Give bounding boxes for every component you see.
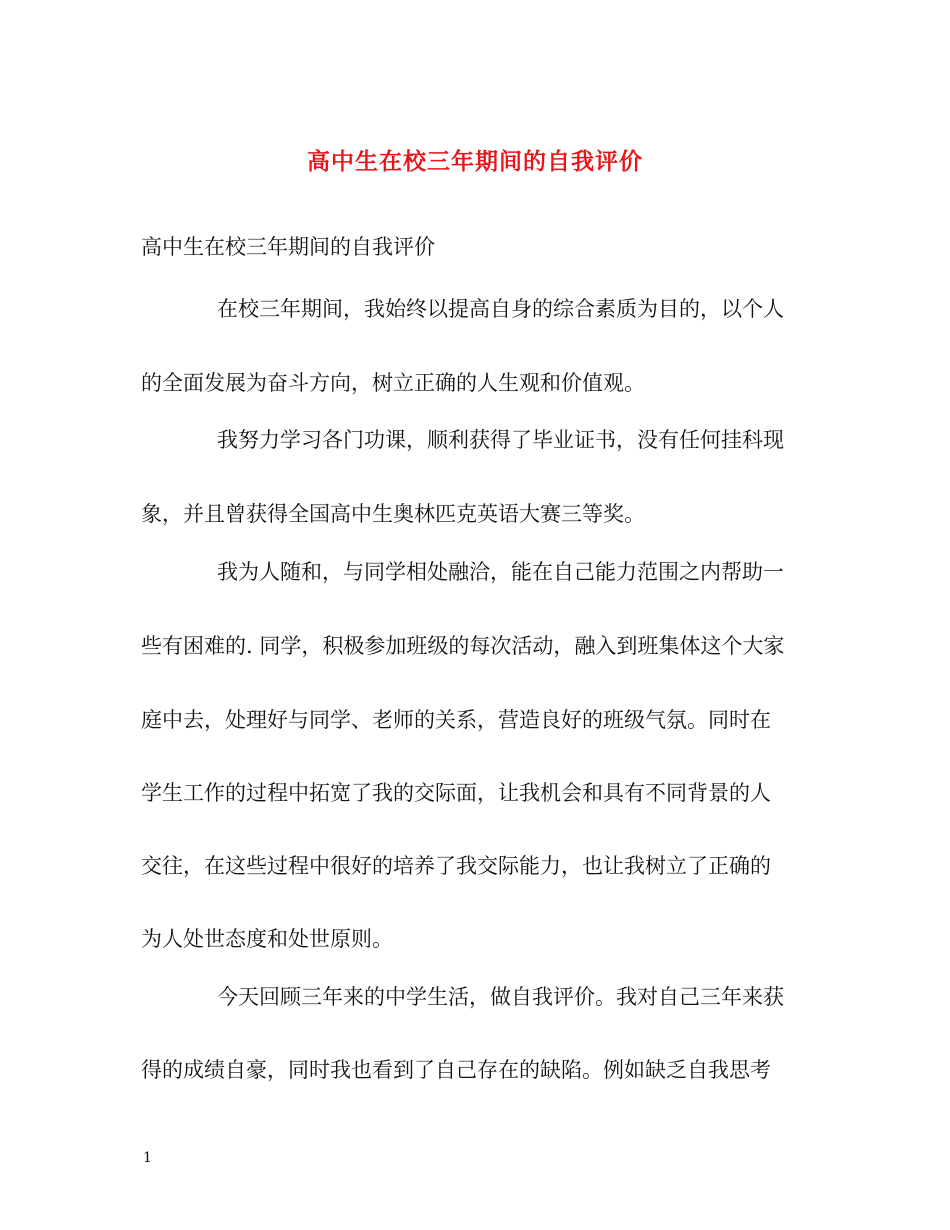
paragraph-line: 在校三年期间，我始终以提高自身的综合素质为目的，以个人 xyxy=(217,297,784,321)
paragraph-line: 我为人随和，与同学相处融洽，能在自己能力范围之内帮助一 xyxy=(217,560,784,584)
paragraph-line: 为人处世态度和处世原则。 xyxy=(141,927,393,951)
paragraph-line: 交往，在这些过程中很好的培养了我交际能力，也让我树立了正确的 xyxy=(141,854,771,878)
paragraph-line: 象，并且曾获得全国高中生奥林匹克英语大赛三等奖。 xyxy=(141,502,645,526)
paragraph-line: 庭中去，处理好与同学、老师的关系，营造良好的班级气氛。同时在 xyxy=(141,708,771,732)
paragraph-line: 得的成绩自豪，同时我也看到了自己存在的缺陷。例如缺乏自我思考 xyxy=(141,1058,771,1082)
paragraph-line: 我努力学习各门功课，顺利获得了毕业证书，没有任何挂科现 xyxy=(217,428,784,452)
paragraph-line: 今天回顾三年来的中学生活，做自我评价。我对自己三年来获 xyxy=(217,985,784,1009)
paragraph-line: 学生工作的过程中拓宽了我的交际面，让我机会和具有不同背景的人 xyxy=(141,781,771,805)
page-number: 1 xyxy=(143,1150,152,1166)
paragraph-line: 的全面发展为奋斗方向，树立正确的人生观和价值观。 xyxy=(141,371,645,395)
document-heading: 高中生在校三年期间的自我评价 xyxy=(141,235,435,259)
document-title: 高中生在校三年期间的自我评价 xyxy=(307,148,643,175)
paragraph-line: 些有困难的. 同学，积极参加班级的每次活动，融入到班集体这个大家 xyxy=(141,634,785,658)
